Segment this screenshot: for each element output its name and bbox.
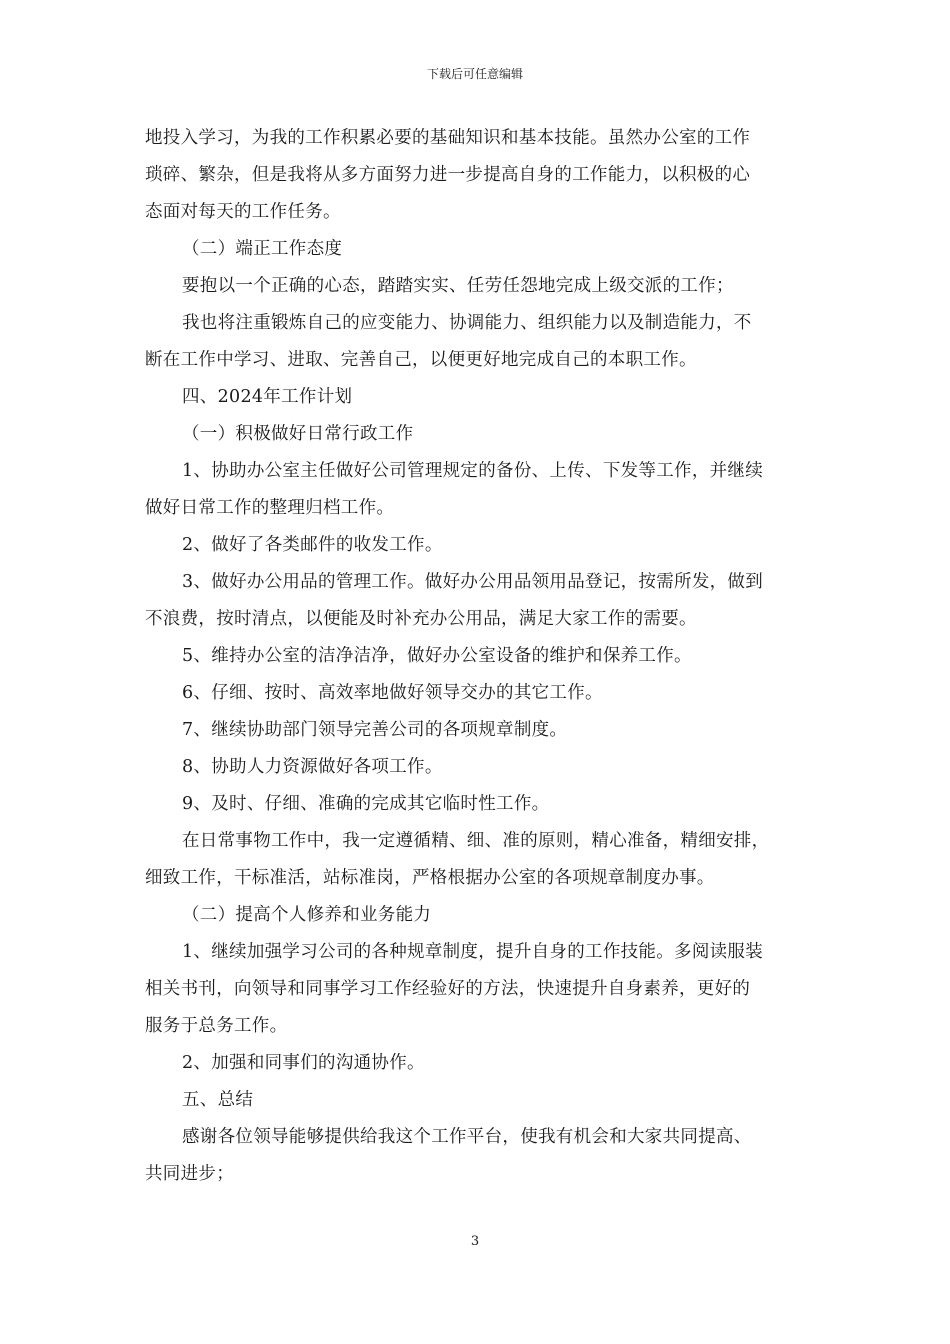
list-item: 6、仔细、按时、高效率地做好领导交办的其它工作。 <box>182 683 603 703</box>
body-line: 态面对每天的工作任务。 <box>145 202 341 222</box>
document-body <box>145 120 815 1193</box>
list-item: 3、做好办公用品的管理工作。做好办公用品领用品登记，按需所发，做到 <box>182 572 764 592</box>
list-item: 1、继续加强学习公司的各种规章制度，提升自身的工作技能。多阅读服装 <box>182 942 764 962</box>
body-line: 我也将注重锻炼自己的应变能力、协调能力、组织能力以及制造能力，不 <box>182 313 752 333</box>
list-item: 2、做好了各类邮件的收发工作。 <box>182 535 443 555</box>
list-item: 2、加强和同事们的沟通协作。 <box>182 1053 425 1073</box>
body-line: 地投入学习，为我的工作积累必要的基础知识和基本技能。虽然办公室的工作 <box>145 128 751 148</box>
section-heading: 四、2024年工作计划 <box>182 387 353 407</box>
body-line: 要抱以一个正确的心态，踏踏实实、任劳任怨地完成上级交派的工作； <box>182 276 734 296</box>
list-item: 1、协助办公室主任做好公司管理规定的备份、上传、下发等工作，并继续 <box>182 461 764 481</box>
body-line: 在日常事物工作中，我一定遵循精、细、准的原则，精心准备，精细安排， <box>182 831 770 851</box>
section-heading: （一）积极做好日常行政工作 <box>182 424 414 444</box>
list-item: 9、及时、仔细、准确的完成其它临时性工作。 <box>182 794 550 814</box>
body-line: 断在工作中学习、进取、完善自己，以便更好地完成自己的本职工作。 <box>145 350 697 370</box>
list-item-continuation: 不浪费，按时清点，以便能及时补充办公用品，满足大家工作的需要。 <box>145 609 697 629</box>
list-item-continuation: 相关书刊，向领导和同事学习工作经验好的方法，快速提升自身素养，更好的 <box>145 979 751 999</box>
list-item: 5、维持办公室的洁净洁净，做好办公室设备的维护和保养工作。 <box>182 646 692 666</box>
body-line: 细致工作，干标准活，站标准岗，严格根据办公室的各项规章制度办事。 <box>145 868 715 888</box>
section-heading: 五、总结 <box>182 1090 254 1110</box>
body-line: 感谢各位领导能够提供给我这个工作平台，使我有机会和大家共同提高、 <box>182 1127 752 1147</box>
list-item-continuation: 做好日常工作的整理归档工作。 <box>145 498 395 518</box>
page-header: 下载后可任意编辑 <box>426 67 523 81</box>
list-item: 7、继续协助部门领导完善公司的各项规章制度。 <box>182 720 568 740</box>
section-heading: （二）端正工作态度 <box>182 239 343 259</box>
section-heading: （二）提高个人修养和业务能力 <box>182 905 432 925</box>
body-line: 琐碎、繁杂，但是我将从多方面努力进一步提高自身的工作能力，以积极的心 <box>145 165 751 185</box>
page-number: 3 <box>470 1234 480 1249</box>
body-line: 共同进步； <box>145 1164 234 1184</box>
list-item-continuation: 服务于总务工作。 <box>145 1016 288 1036</box>
list-item: 8、协助人力资源做好各项工作。 <box>182 757 443 777</box>
